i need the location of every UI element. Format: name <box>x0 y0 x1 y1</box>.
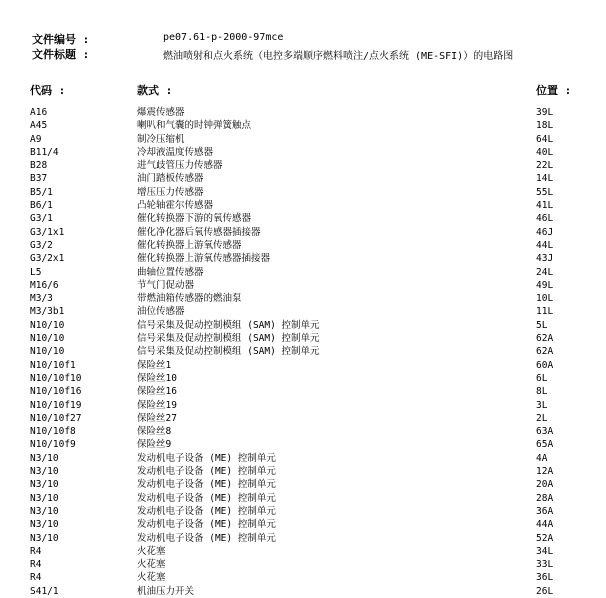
row-code: N3/10 <box>30 519 59 531</box>
row-code: N10/10f8 <box>30 426 76 438</box>
list-item <box>0 478 606 491</box>
list-item <box>0 372 606 385</box>
row-position: 24L <box>536 266 554 278</box>
list-item <box>0 305 606 318</box>
row-name: 进气歧管压力传感器 <box>137 160 223 172</box>
row-code: N3/10 <box>30 532 59 544</box>
row-code: N3/10 <box>30 452 59 464</box>
list-item <box>0 425 606 438</box>
row-code: B6/1 <box>30 200 53 212</box>
list-item <box>0 239 606 252</box>
row-position: 46L <box>536 213 554 225</box>
list-item <box>0 266 606 279</box>
row-name: 发动机电子设备 (ME) 控制单元 <box>137 492 276 504</box>
row-position: 26L <box>536 585 554 597</box>
row-position: 44L <box>536 239 554 251</box>
doc-title-label: 文件标题 : <box>32 48 90 61</box>
row-position: 52A <box>536 532 554 544</box>
row-code: N3/10 <box>30 505 59 517</box>
row-code: G3/2x1 <box>30 253 65 265</box>
column-header-code: 代码 : <box>30 84 66 97</box>
row-name: 冷却液温度传感器 <box>137 146 214 158</box>
row-code: N3/10 <box>30 466 59 478</box>
row-position: 41L <box>536 200 554 212</box>
row-name: 增压压力传感器 <box>137 186 204 198</box>
doc-number-value: pe07.61-p-2000-97mce <box>163 32 284 43</box>
list-item <box>0 319 606 332</box>
row-name: 信号采集及促动控制模组 (SAM) 控制单元 <box>137 346 320 358</box>
list-item <box>0 585 606 598</box>
row-code: B11/4 <box>30 146 59 158</box>
row-code: L5 <box>30 266 42 278</box>
row-code: A45 <box>30 120 48 132</box>
row-name: 爆震传感器 <box>137 107 185 118</box>
list-item <box>0 159 606 172</box>
row-position: 8L <box>536 386 548 398</box>
list-item <box>0 438 606 451</box>
row-code: G3/1 <box>30 213 53 225</box>
row-code: N10/10f16 <box>30 386 82 398</box>
list-item <box>0 492 606 505</box>
list-item <box>0 186 606 199</box>
row-code: R4 <box>30 559 42 571</box>
row-name: 催化转换器下游的氧传感器 <box>137 213 252 225</box>
row-position: 55L <box>536 186 554 198</box>
row-name: 保险丝19 <box>137 399 177 411</box>
row-name: 油门踏板传感器 <box>137 173 204 185</box>
row-position: 14L <box>536 173 554 185</box>
row-code: M3/3 <box>30 293 53 305</box>
row-code: G3/1x1 <box>30 226 65 238</box>
row-code: N10/10f10 <box>30 372 82 384</box>
doc-title-value: 燃油喷射和点火系统（电控多端顺序燃料喷注/点火系统 (ME-SFI)）的电路图 <box>163 51 514 62</box>
list-item <box>0 532 606 545</box>
row-position: 2L <box>536 412 548 424</box>
row-name: 保险丝1 <box>137 359 172 371</box>
row-position: 44A <box>536 519 554 531</box>
list-item <box>0 279 606 292</box>
row-position: 33L <box>536 559 554 571</box>
list-item <box>0 359 606 372</box>
row-name: 油位传感器 <box>137 306 185 318</box>
row-position: 34L <box>536 545 554 557</box>
row-name: 发动机电子设备 (ME) 控制单元 <box>137 505 276 517</box>
row-name: 制冷压缩机 <box>137 133 185 145</box>
row-code: R4 <box>30 572 42 584</box>
row-code: N10/10f27 <box>30 412 82 424</box>
list-item <box>0 505 606 518</box>
row-name: 发动机电子设备 (ME) 控制单元 <box>137 532 276 544</box>
row-name: 发动机电子设备 (ME) 控制单元 <box>137 479 276 491</box>
row-name: 凸轮轴霍尔传感器 <box>137 200 214 212</box>
row-position: 10L <box>536 293 554 305</box>
row-code: N10/10f9 <box>30 439 76 451</box>
row-position: 18L <box>536 120 554 132</box>
row-code: N10/10 <box>30 333 65 345</box>
row-position: 63A <box>536 426 554 438</box>
row-name: 带燃油箱传感器的燃油泵 <box>137 293 242 305</box>
row-position: 65A <box>536 439 554 451</box>
row-position: 49L <box>536 279 554 291</box>
row-code: M16/6 <box>30 279 59 291</box>
list-item <box>0 518 606 531</box>
list-item <box>0 252 606 265</box>
list-item <box>0 558 606 571</box>
row-position: 11L <box>536 306 554 318</box>
row-code: B28 <box>30 160 48 172</box>
list-item <box>0 212 606 225</box>
list-item <box>0 465 606 478</box>
list-item <box>0 452 606 465</box>
doc-number-label: 文件编号 : <box>32 33 90 46</box>
list-item <box>0 545 606 558</box>
list-item <box>0 399 606 412</box>
component-list <box>0 106 606 598</box>
row-code: B37 <box>30 173 48 185</box>
list-item <box>0 119 606 132</box>
list-item <box>0 146 606 159</box>
row-name: 保险丝10 <box>137 372 177 384</box>
list-item <box>0 133 606 146</box>
row-name: 催化净化器后氧传感器插接器 <box>137 226 261 238</box>
row-name: 信号采集及促动控制模组 (SAM) 控制单元 <box>137 319 320 331</box>
row-position: 12A <box>536 466 554 478</box>
row-code: S41/1 <box>30 585 59 597</box>
row-name: 发动机电子设备 (ME) 控制单元 <box>137 452 276 464</box>
list-item <box>0 292 606 305</box>
row-position: 43J <box>536 253 554 265</box>
row-position: 20A <box>536 479 554 491</box>
row-code: N10/10 <box>30 346 65 358</box>
row-name: 保险丝8 <box>137 426 172 438</box>
row-position: 6L <box>536 372 548 384</box>
column-header-position: 位置 : <box>536 84 572 97</box>
list-item <box>0 106 606 119</box>
row-position: 36A <box>536 505 554 517</box>
row-code: N10/10f19 <box>30 399 82 411</box>
row-code: N3/10 <box>30 479 59 491</box>
row-position: 39L <box>536 107 554 118</box>
row-position: 62A <box>536 333 554 345</box>
row-code: R4 <box>30 545 42 557</box>
list-item <box>0 385 606 398</box>
row-code: G3/2 <box>30 239 53 251</box>
list-item <box>0 345 606 358</box>
row-code: N10/10f1 <box>30 359 76 371</box>
list-item <box>0 332 606 345</box>
row-position: 36L <box>536 572 554 584</box>
row-position: 40L <box>536 146 554 158</box>
row-position: 60A <box>536 359 554 371</box>
list-item <box>0 412 606 425</box>
row-name: 发动机电子设备 (ME) 控制单元 <box>137 519 276 531</box>
list-item <box>0 571 606 584</box>
row-code: M3/3b1 <box>30 306 65 318</box>
row-code: A9 <box>30 133 42 145</box>
row-name: 机油压力开关 <box>137 585 195 597</box>
row-name: 催化转换器上游氧传感器 <box>137 239 242 251</box>
row-code: B5/1 <box>30 186 53 198</box>
row-position: 5L <box>536 319 548 331</box>
row-name: 保险丝9 <box>137 439 172 451</box>
list-item <box>0 226 606 239</box>
row-position: 62A <box>536 346 554 358</box>
row-position: 3L <box>536 399 548 411</box>
row-position: 46J <box>536 226 554 238</box>
row-name: 催化转换器上游氧传感器插接器 <box>137 253 271 265</box>
row-name: 发动机电子设备 (ME) 控制单元 <box>137 466 276 478</box>
row-code: A16 <box>30 107 48 118</box>
row-position: 22L <box>536 160 554 172</box>
row-code: N10/10 <box>30 319 65 331</box>
row-name: 火花塞 <box>137 559 166 571</box>
list-item <box>0 199 606 212</box>
column-header-name: 款式 : <box>137 84 173 97</box>
row-name: 火花塞 <box>137 572 166 584</box>
row-name: 喇叭和气囊的时钟弹簧触点 <box>137 120 252 132</box>
row-code: N3/10 <box>30 492 59 504</box>
row-position: 64L <box>536 133 554 145</box>
row-name: 节气门促动器 <box>137 279 195 291</box>
row-name: 保险丝27 <box>137 412 177 424</box>
row-position: 4A <box>536 452 548 464</box>
list-item <box>0 172 606 185</box>
row-name: 信号采集及促动控制模组 (SAM) 控制单元 <box>137 333 320 345</box>
row-name: 保险丝16 <box>137 386 177 398</box>
row-name: 火花塞 <box>137 545 166 557</box>
row-position: 28A <box>536 492 554 504</box>
row-name: 曲轴位置传感器 <box>137 266 204 278</box>
